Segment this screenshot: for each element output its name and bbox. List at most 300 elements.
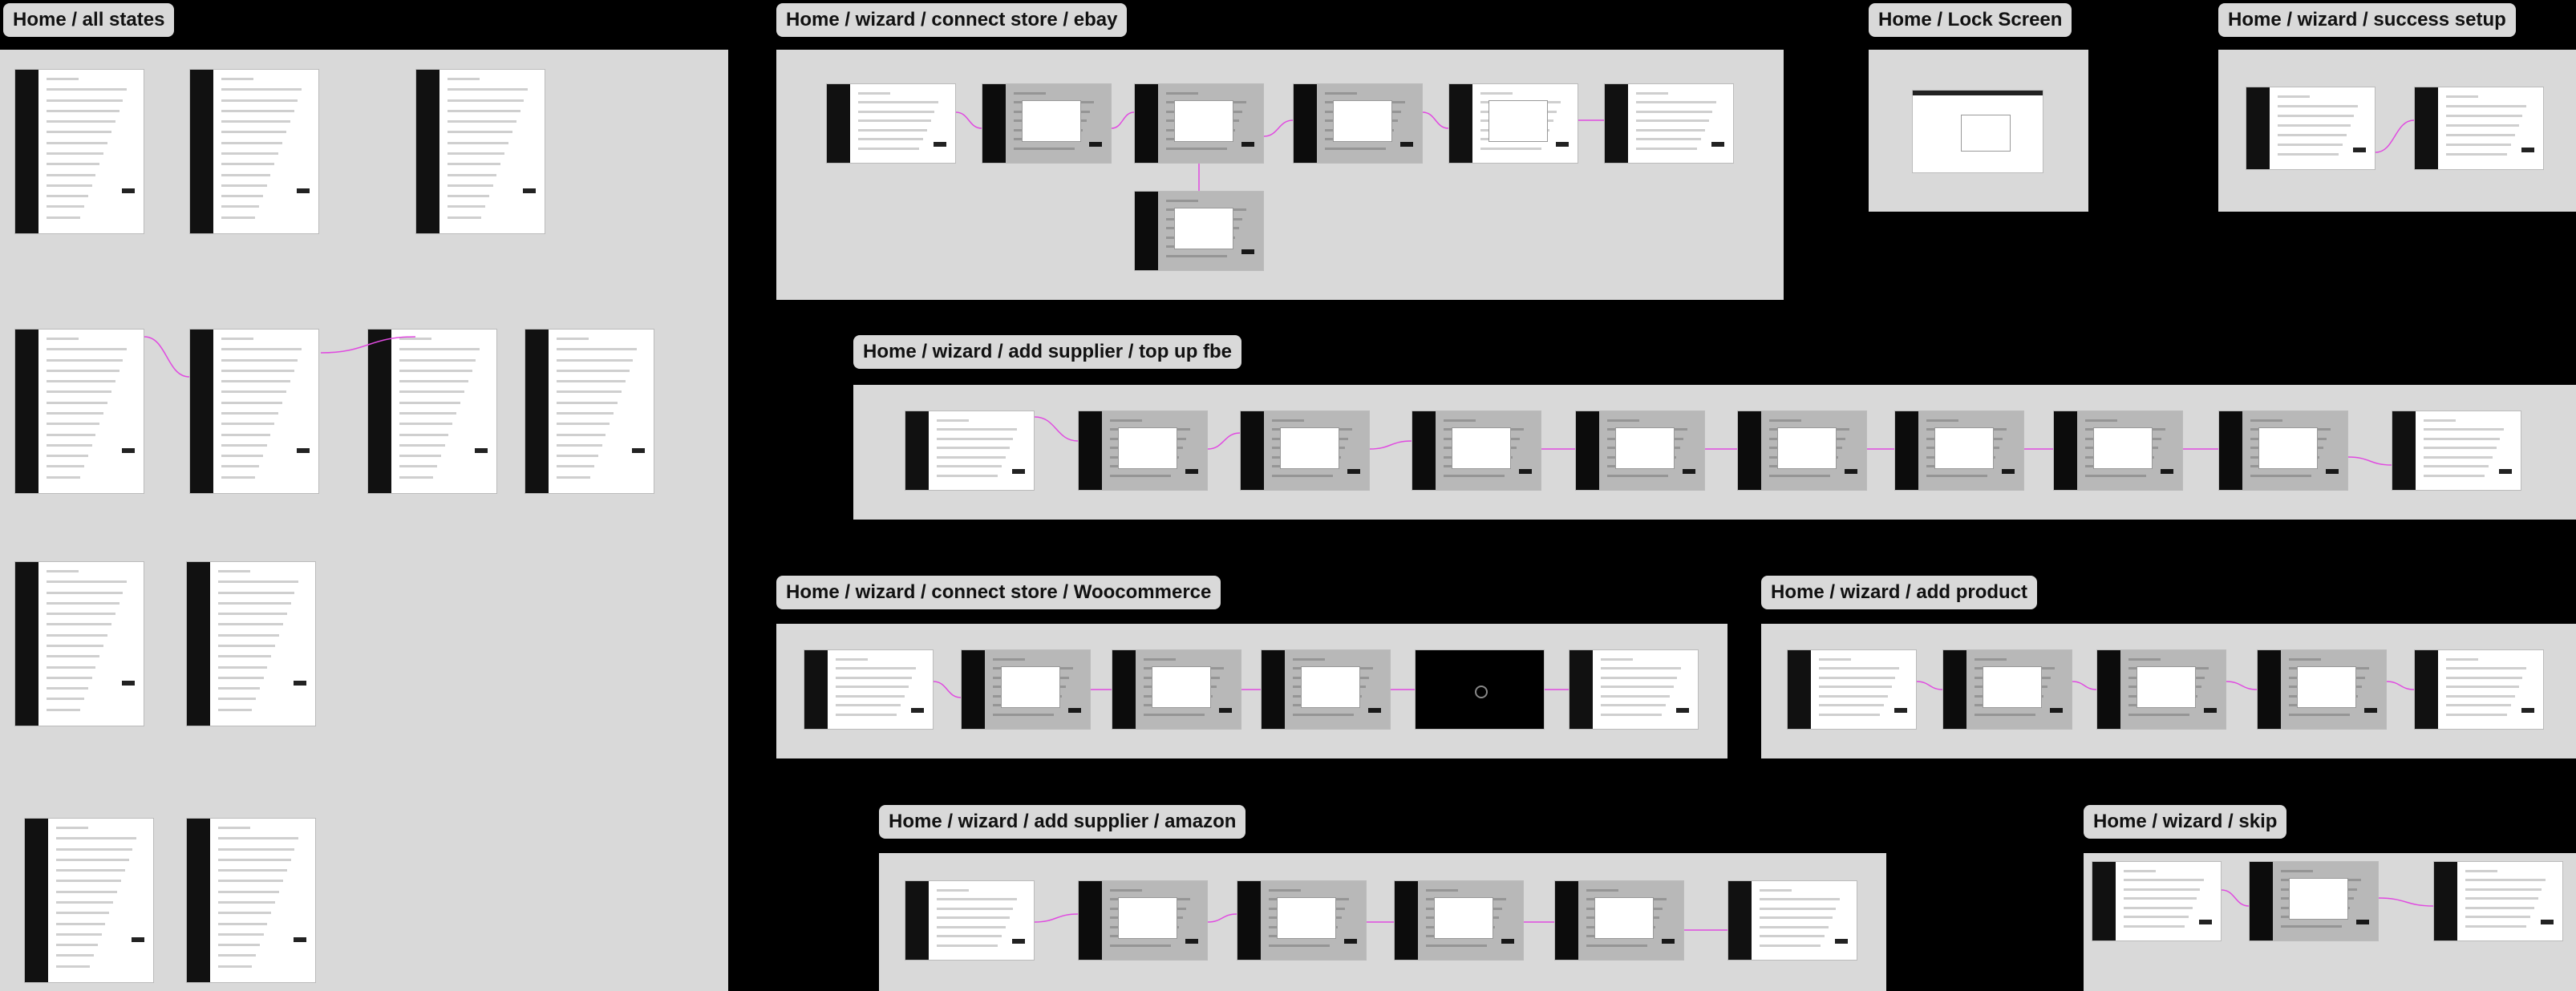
screen-frame-thumbnail[interactable]	[1727, 880, 1857, 961]
frame-text-line	[218, 613, 287, 615]
screen-frame-thumbnail[interactable]	[2096, 649, 2226, 730]
screen-frame-thumbnail[interactable]	[1554, 880, 1684, 961]
frame-text-line	[218, 677, 264, 679]
frame-text-line	[2278, 115, 2355, 117]
frame-text-line	[1110, 475, 1171, 477]
screen-frame-thumbnail[interactable]	[14, 329, 144, 494]
screen-frame-thumbnail[interactable]	[1112, 649, 1241, 730]
frame-button	[1185, 939, 1198, 944]
frame-button	[1501, 939, 1514, 944]
frame-text-line	[858, 119, 931, 122]
frame-text-line	[47, 88, 127, 91]
frame-modal	[1118, 427, 1178, 469]
frame-button	[2364, 708, 2377, 713]
frame-text-line	[1272, 419, 1305, 422]
screen-frame-thumbnail[interactable]	[1604, 83, 1734, 164]
section-title[interactable]: Home / wizard / connect store / ebay	[776, 3, 1127, 37]
frame-text-line	[47, 152, 103, 155]
frame-text-line	[1601, 667, 1681, 669]
frame-text-line	[1110, 944, 1171, 947]
frame-sidebar	[368, 330, 391, 493]
frame-text-line	[557, 402, 618, 404]
frame-text-line	[218, 602, 291, 605]
frame-text-line	[47, 655, 99, 657]
screen-frame-thumbnail[interactable]	[1415, 649, 1545, 730]
frame-text-line	[399, 465, 437, 467]
frame-text-line	[448, 205, 485, 208]
section-title[interactable]: Home / wizard / add product	[1761, 576, 2037, 609]
frame-modal	[1452, 427, 1512, 469]
frame-text-line	[2128, 714, 2189, 716]
screen-frame-thumbnail[interactable]	[1134, 191, 1264, 271]
screen-frame-thumbnail[interactable]	[1412, 411, 1541, 491]
frame-button	[911, 708, 924, 713]
frame-text-line	[2124, 916, 2189, 918]
frame-text-line	[47, 602, 119, 605]
frame-text-line	[221, 99, 298, 102]
frame-text-line	[448, 88, 528, 91]
frame-sidebar	[187, 819, 210, 982]
frame-text-line	[221, 142, 282, 144]
section-title[interactable]: Home / wizard / add supplier / top up fbe	[853, 335, 1241, 369]
frame-sidebar	[827, 84, 850, 163]
frame-text-line	[47, 216, 80, 219]
frame-button	[1012, 469, 1025, 474]
frame-text-line	[1166, 255, 1227, 257]
frame-text-line	[221, 390, 286, 393]
frame-text-line	[2446, 677, 2523, 679]
frame-modal	[1333, 100, 1393, 142]
screen-frame-thumbnail[interactable]	[982, 83, 1112, 164]
frame-text-line	[2250, 419, 2283, 422]
frame-text-line	[399, 402, 460, 404]
frame-text-line	[2281, 925, 2342, 928]
frame-text-line	[937, 935, 1002, 937]
frame-text-line	[448, 195, 489, 197]
screen-frame-thumbnail[interactable]	[1448, 83, 1578, 164]
frame-text-line	[56, 901, 113, 904]
frame-sidebar	[1079, 881, 1102, 960]
frame-text-line	[56, 944, 98, 946]
section-title[interactable]: Home / Lock Screen	[1869, 3, 2072, 37]
frame-modal	[2289, 878, 2349, 920]
frame-text-line	[47, 78, 79, 80]
frame-text-line	[221, 423, 274, 425]
frame-text-line	[1601, 686, 1674, 688]
frame-text-line	[47, 120, 115, 123]
frame-text-line	[47, 613, 115, 615]
screen-frame-thumbnail[interactable]	[1237, 880, 1367, 961]
frame-modal	[1301, 666, 1361, 708]
frame-text-line	[937, 916, 1010, 919]
screen-frame-thumbnail[interactable]	[2433, 861, 2563, 941]
screen-frame-thumbnail[interactable]	[2092, 861, 2222, 941]
screen-frame-thumbnail[interactable]	[826, 83, 956, 164]
screen-frame-thumbnail[interactable]	[1569, 649, 1699, 730]
frame-text-line	[1110, 889, 1143, 892]
frame-text-line	[56, 923, 106, 925]
frame-modal	[1594, 897, 1655, 939]
frame-text-line	[399, 380, 468, 382]
frame-text-line	[1014, 92, 1047, 95]
screen-frame-thumbnail[interactable]	[2414, 87, 2544, 170]
frame-text-line	[221, 434, 271, 436]
frame-text-line	[858, 92, 891, 95]
frame-text-line	[937, 889, 970, 892]
frame-text-line	[448, 110, 520, 112]
frame-text-line	[557, 476, 590, 479]
frame-text-line	[218, 954, 256, 957]
frame-text-line	[1444, 419, 1476, 422]
screen-frame-thumbnail[interactable]	[961, 649, 1091, 730]
screen-frame-thumbnail[interactable]	[2414, 649, 2544, 730]
frame-text-line	[557, 455, 598, 457]
frame-modal	[1934, 427, 1995, 469]
frame-text-line	[47, 412, 103, 415]
frame-text-line	[221, 216, 255, 219]
frame-text-line	[937, 447, 1010, 449]
frame-sidebar	[1728, 881, 1752, 960]
frame-text-line	[47, 163, 99, 165]
frame-text-line	[1636, 119, 1709, 122]
frame-text-line	[221, 184, 267, 187]
frame-sidebar	[2434, 862, 2457, 940]
frame-button	[1219, 708, 1232, 713]
screen-frame-thumbnail[interactable]	[1575, 411, 1705, 491]
frame-text-line	[47, 698, 84, 700]
frame-button	[2161, 469, 2173, 474]
screen-frame-thumbnail[interactable]	[14, 561, 144, 726]
frame-sidebar	[190, 70, 213, 233]
frame-button	[1400, 142, 1413, 147]
frame-text-line	[858, 129, 927, 131]
frame-text-line	[1760, 916, 1833, 919]
frame-text-line	[399, 434, 449, 436]
frame-text-line	[2424, 428, 2504, 431]
frame-button	[2002, 469, 2015, 474]
frame-button	[122, 448, 135, 453]
frame-text-line	[2289, 658, 2322, 661]
screen-frame-thumbnail[interactable]	[1942, 649, 2072, 730]
loading-spinner-icon	[1475, 686, 1488, 698]
frame-text-line	[399, 476, 433, 479]
section-title[interactable]: Home / wizard / skip	[2084, 805, 2286, 839]
frame-text-line	[2124, 907, 2193, 909]
section-title[interactable]: Home / wizard / add supplier / amazon	[879, 805, 1245, 839]
frame-button	[297, 188, 310, 193]
frame-sidebar	[1262, 650, 1285, 729]
frame-text-line	[47, 444, 92, 447]
frame-text-line	[1819, 658, 1852, 661]
frame-button	[132, 937, 144, 942]
frame-text-line	[218, 891, 279, 893]
frame-text-line	[218, 965, 252, 968]
frame-text-line	[221, 444, 267, 447]
frame-text-line	[937, 944, 998, 947]
frame-text-line	[218, 709, 252, 711]
frame-text-line	[1636, 129, 1705, 131]
frame-text-line	[47, 465, 84, 467]
frame-text-line	[1601, 695, 1670, 698]
frame-text-line	[221, 348, 302, 350]
frame-text-line	[1110, 419, 1143, 422]
frame-text-line	[1760, 935, 1825, 937]
screen-frame-thumbnail[interactable]	[1293, 83, 1423, 164]
frame-text-line	[218, 837, 298, 839]
frame-text-line	[47, 99, 124, 102]
frame-sidebar	[962, 650, 985, 729]
screen-frame-thumbnail[interactable]	[2053, 411, 2183, 491]
frame-button	[1683, 469, 1695, 474]
frame-text-line	[221, 78, 254, 80]
screen-frame-thumbnail[interactable]	[189, 329, 319, 494]
frame-modal	[2137, 666, 2197, 708]
frame-text-line	[221, 88, 302, 91]
frame-text-line	[448, 216, 481, 219]
frame-modal	[2258, 427, 2319, 469]
frame-sidebar	[416, 70, 439, 233]
frame-text-line	[218, 645, 275, 647]
frame-button	[1368, 708, 1381, 713]
frame-text-line	[2446, 714, 2507, 716]
frame-text-line	[218, 923, 268, 925]
frame-text-line	[47, 338, 79, 340]
frame-text-line	[1480, 92, 1513, 95]
screen-frame-thumbnail[interactable]	[2249, 861, 2379, 941]
screen-frame-thumbnail[interactable]	[2392, 411, 2521, 491]
frame-text-line	[47, 184, 92, 187]
frame-text-line	[448, 142, 508, 144]
frame-modal	[1001, 666, 1061, 708]
frame-text-line	[858, 138, 923, 140]
frame-button	[294, 681, 306, 686]
frame-text-line	[937, 465, 1002, 467]
frame-text-line	[47, 348, 127, 350]
frame-text-line	[557, 444, 602, 447]
screen-frame-thumbnail[interactable]	[525, 329, 654, 494]
frame-text-line	[47, 205, 84, 208]
frame-text-line	[557, 434, 606, 436]
frame-sidebar	[2415, 650, 2438, 729]
frame-sidebar	[1135, 192, 1158, 270]
frame-text-line	[399, 338, 432, 340]
frame-text-line	[47, 370, 119, 372]
screen-frame-thumbnail[interactable]	[1394, 880, 1524, 961]
screen-frame-thumbnail[interactable]	[2257, 649, 2387, 730]
frame-text-line	[47, 434, 96, 436]
frame-text-line	[2289, 714, 2350, 716]
frame-text-line	[448, 163, 500, 165]
frame-text-line	[2424, 465, 2489, 467]
frame-sidebar	[525, 330, 549, 493]
frame-text-line	[2128, 658, 2161, 661]
frame-text-line	[993, 658, 1026, 661]
screen-frame-thumbnail[interactable]	[905, 411, 1035, 491]
frame-text-line	[557, 412, 614, 415]
frame-button	[122, 681, 135, 686]
frame-sidebar	[2392, 411, 2416, 490]
screen-frame-thumbnail[interactable]	[804, 649, 934, 730]
frame-text-line	[1144, 658, 1177, 661]
frame-text-line	[2446, 124, 2519, 127]
lock-dialog	[1961, 115, 2011, 152]
screen-frame-thumbnail[interactable]	[186, 561, 316, 726]
frame-sidebar	[1788, 650, 1811, 729]
frame-text-line	[2278, 124, 2351, 127]
frame-text-line	[221, 370, 294, 372]
section-title[interactable]: Home / wizard / connect store / Woocommerce	[776, 576, 1221, 609]
frame-text-line	[836, 686, 909, 688]
screen-frame-thumbnail[interactable]	[14, 69, 144, 234]
frame-button	[1556, 142, 1569, 147]
screen-frame-thumbnail[interactable]	[2246, 87, 2376, 170]
frame-text-line	[47, 131, 111, 133]
frame-button	[2353, 148, 2366, 152]
frame-text-line	[221, 120, 290, 123]
frame-text-line	[2465, 897, 2538, 900]
frame-sidebar	[1079, 411, 1102, 490]
screen-frame-thumbnail[interactable]	[1737, 411, 1867, 491]
frame-text-line	[56, 827, 89, 829]
section-title[interactable]: Home / all states	[3, 3, 174, 37]
frame-text-line	[1269, 889, 1302, 892]
frame-text-line	[836, 677, 913, 679]
frame-text-line	[218, 687, 260, 690]
screen-frame-thumbnail[interactable]	[1261, 649, 1391, 730]
frame-text-line	[1975, 714, 2035, 716]
frame-text-line	[1636, 92, 1669, 95]
frame-text-line	[218, 848, 295, 851]
screen-frame-thumbnail[interactable]	[1240, 411, 1370, 491]
frame-text-line	[557, 338, 589, 340]
frame-text-line	[47, 570, 79, 572]
frame-text-line	[2278, 134, 2347, 136]
frame-sidebar	[1412, 411, 1436, 490]
frame-text-line	[221, 465, 259, 467]
frame-button	[934, 142, 946, 147]
frame-text-line	[1819, 677, 1896, 679]
frame-modal	[2093, 427, 2153, 469]
frame-text-line	[448, 174, 497, 176]
frame-sidebar	[2219, 411, 2242, 490]
frame-text-line	[2278, 144, 2343, 146]
screen-frame-thumbnail[interactable]	[1078, 880, 1208, 961]
frame-button	[1519, 469, 1532, 474]
frame-text-line	[1444, 475, 1505, 477]
frame-text-line	[2446, 134, 2515, 136]
frame-sidebar	[190, 330, 213, 493]
frame-text-line	[1760, 908, 1837, 910]
frame-text-line	[1272, 475, 1333, 477]
frame-text-line	[218, 933, 264, 936]
frame-text-line	[218, 698, 256, 700]
frame-button	[1845, 469, 1857, 474]
frame-text-line	[2124, 897, 2197, 900]
screen-frame-thumbnail[interactable]	[189, 69, 319, 234]
frame-text-line	[1325, 148, 1386, 150]
screen-frame-thumbnail[interactable]	[24, 818, 154, 983]
frame-text-line	[448, 131, 512, 133]
frame-text-line	[399, 348, 480, 350]
frame-text-line	[557, 359, 634, 362]
frame-text-line	[1166, 148, 1227, 150]
screen-frame-thumbnail[interactable]	[186, 818, 316, 983]
frame-button	[2326, 469, 2339, 474]
frame-text-line	[937, 428, 1017, 431]
frame-text-line	[2124, 879, 2204, 881]
frame-text-line	[557, 423, 610, 425]
frame-sidebar	[1112, 650, 1136, 729]
frame-text-line	[2446, 144, 2511, 146]
screen-frame-thumbnail[interactable]	[1134, 83, 1264, 164]
frame-sidebar	[1555, 881, 1578, 960]
frame-text-line	[2278, 105, 2358, 107]
frame-text-line	[836, 714, 897, 716]
frame-text-line	[448, 120, 516, 123]
screen-frame-thumbnail[interactable]	[1912, 90, 2043, 173]
frame-text-line	[937, 926, 1006, 928]
screen-frame-thumbnail[interactable]	[415, 69, 545, 234]
section-title[interactable]: Home / wizard / success setup	[2218, 3, 2516, 37]
frame-text-line	[1166, 92, 1199, 95]
screen-frame-thumbnail[interactable]	[1787, 649, 1917, 730]
frame-text-line	[2446, 667, 2526, 669]
frame-text-line	[1426, 889, 1459, 892]
screen-frame-thumbnail[interactable]	[2218, 411, 2348, 491]
screen-frame-thumbnail[interactable]	[905, 880, 1035, 961]
frame-text-line	[56, 912, 109, 914]
frame-text-line	[2424, 456, 2493, 459]
frame-sidebar	[1395, 881, 1418, 960]
frame-sidebar	[187, 562, 210, 726]
frame-button	[122, 188, 135, 193]
screen-frame-thumbnail[interactable]	[1894, 411, 2024, 491]
frame-text-line	[1926, 419, 1959, 422]
frame-text-line	[1480, 148, 1541, 150]
frame-text-line	[1601, 658, 1634, 661]
frame-text-line	[47, 634, 107, 637]
frame-text-line	[2465, 879, 2546, 881]
frame-text-line	[1601, 677, 1678, 679]
frame-text-line	[218, 570, 251, 572]
frame-sidebar	[2258, 650, 2281, 729]
frame-text-line	[47, 195, 88, 197]
frame-text-line	[221, 402, 282, 404]
frame-text-line	[399, 390, 464, 393]
frame-text-line	[2124, 925, 2185, 928]
frame-text-line	[47, 390, 111, 393]
frame-text-line	[56, 965, 90, 968]
screen-frame-thumbnail[interactable]	[367, 329, 497, 494]
frame-text-line	[1819, 686, 1892, 688]
frame-text-line	[1819, 704, 1884, 706]
frame-button	[1012, 939, 1025, 944]
frame-text-line	[47, 359, 124, 362]
frame-sidebar	[1576, 411, 1599, 490]
frame-text-line	[47, 380, 115, 382]
frame-sidebar	[25, 819, 48, 982]
frame-modal	[1174, 100, 1234, 142]
frame-text-line	[1819, 714, 1880, 716]
frame-modal	[1152, 666, 1212, 708]
frame-button	[1344, 939, 1357, 944]
frame-button	[1185, 469, 1198, 474]
screen-frame-thumbnail[interactable]	[1078, 411, 1208, 491]
frame-button	[297, 448, 310, 453]
frame-text-line	[1769, 419, 1802, 422]
frame-text-line	[2465, 888, 2542, 891]
frame-text-line	[56, 880, 121, 882]
